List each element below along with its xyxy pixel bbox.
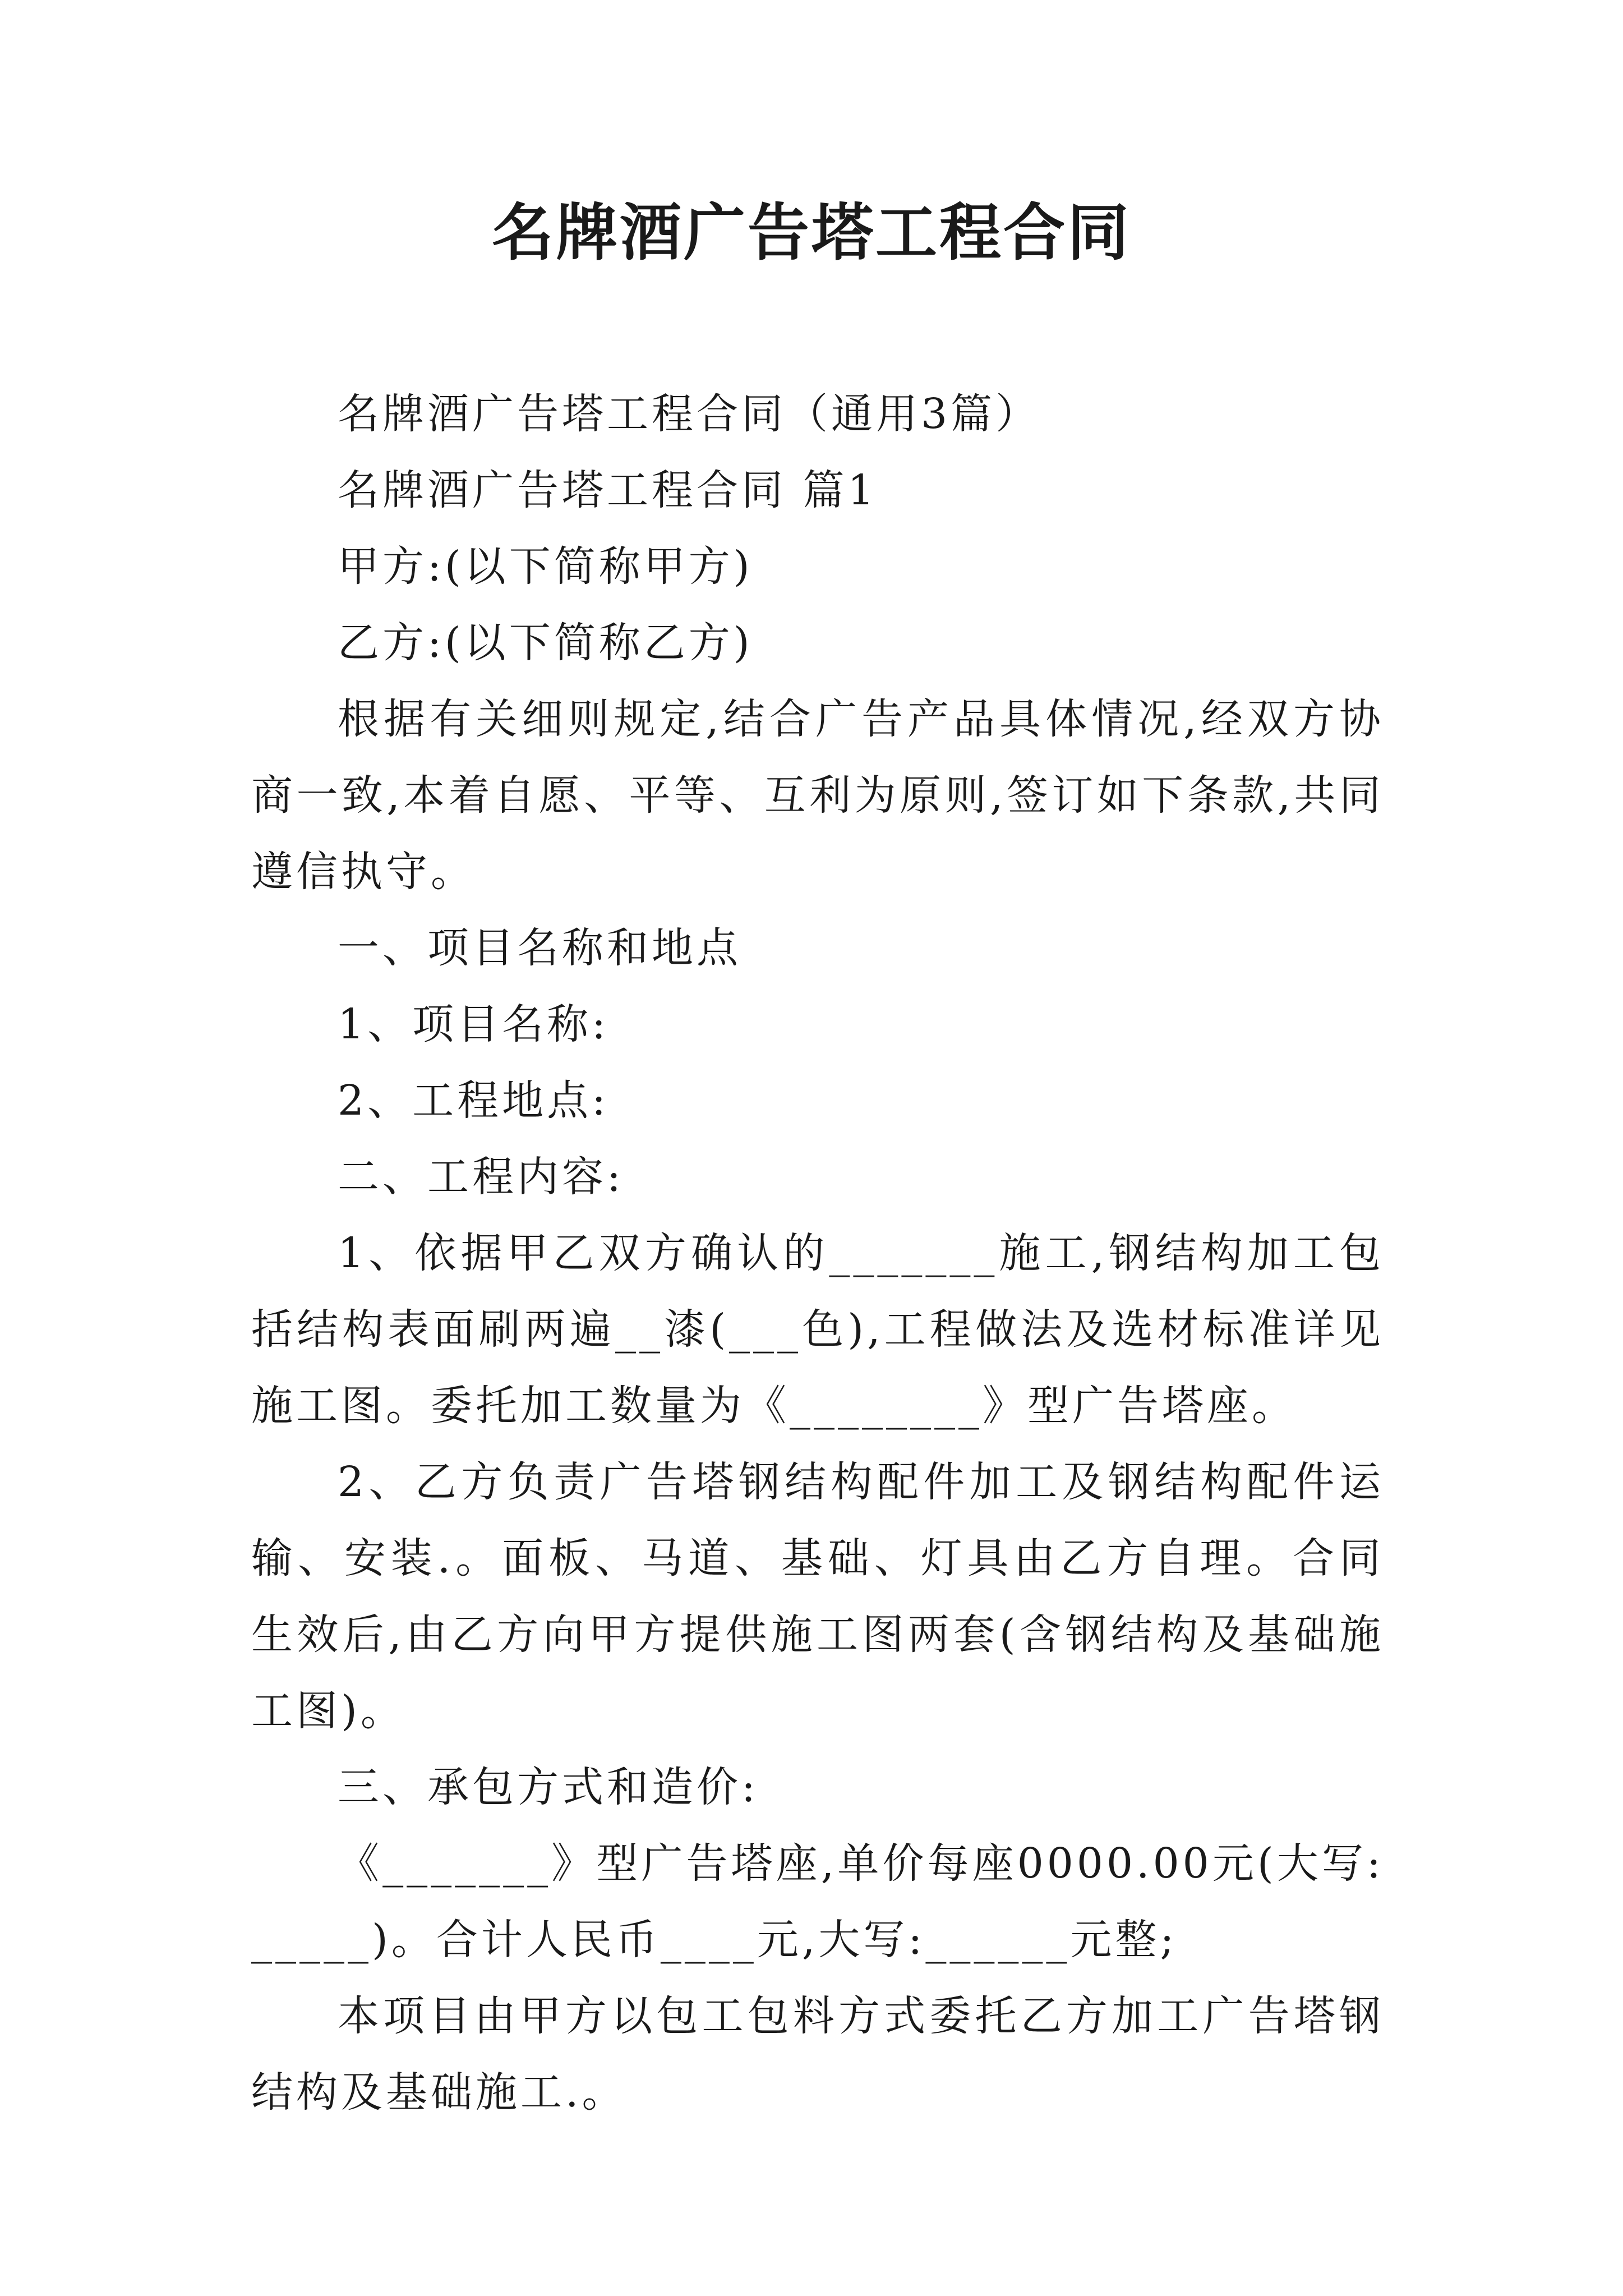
paragraph-subtitle: 名牌酒广告塔工程合同（通用3篇） <box>338 390 1041 438</box>
clause-project-name: 1、项目名称: <box>338 1000 610 1048</box>
paragraph-party-b: 乙方:(以下简称乙方) <box>338 619 753 667</box>
clause-content-2: 2、乙方负责广告塔钢结构配件加工及钢结构配件运输、安装.。面板、马道、基础、灯具由乙方自理。合同生效后,由乙方向甲方提供施工图两套(含钢结构及基础施工图)。 <box>251 1458 1384 1735</box>
document-body <box>251 376 1384 2131</box>
section-heading-content: 二、工程内容: <box>338 1153 624 1201</box>
document-title: 名牌酒广告塔工程合同 <box>492 196 1131 269</box>
section-heading-contracting: 三、承包方式和造价: <box>338 1763 759 1811</box>
paragraph-party-a: 甲方:(以下简称甲方) <box>338 542 753 591</box>
paragraph-part-heading: 名牌酒广告塔工程合同 篇1 <box>338 466 878 514</box>
section-heading-project: 一、项目名称和地点 <box>338 924 741 972</box>
clause-project-location: 2、工程地点: <box>338 1076 610 1125</box>
clause-price: 《_______》型广告塔座,单价每座0000.00元(大写:_____)。合计人民币____元,大写:______元整; <box>251 1839 1384 1964</box>
clause-content-1: 1、依据甲乙双方确认的_______施工,钢结构加工包括结构表面刷两遍__漆(___色),工程做法及选材标准详见施工图。委托加工数量为《________》型广告塔座。 <box>251 1229 1384 1430</box>
paragraph-preamble: 根据有关细则规定,结合广告产品具体情况,经双方协商一致,本着自愿、平等、互利为原则,签订如下条款,共同遵信执守。 <box>251 695 1384 896</box>
clause-contracting-method: 本项目由甲方以包工包料方式委托乙方加工广告塔钢结构及基础施工.。 <box>251 1992 1384 2116</box>
